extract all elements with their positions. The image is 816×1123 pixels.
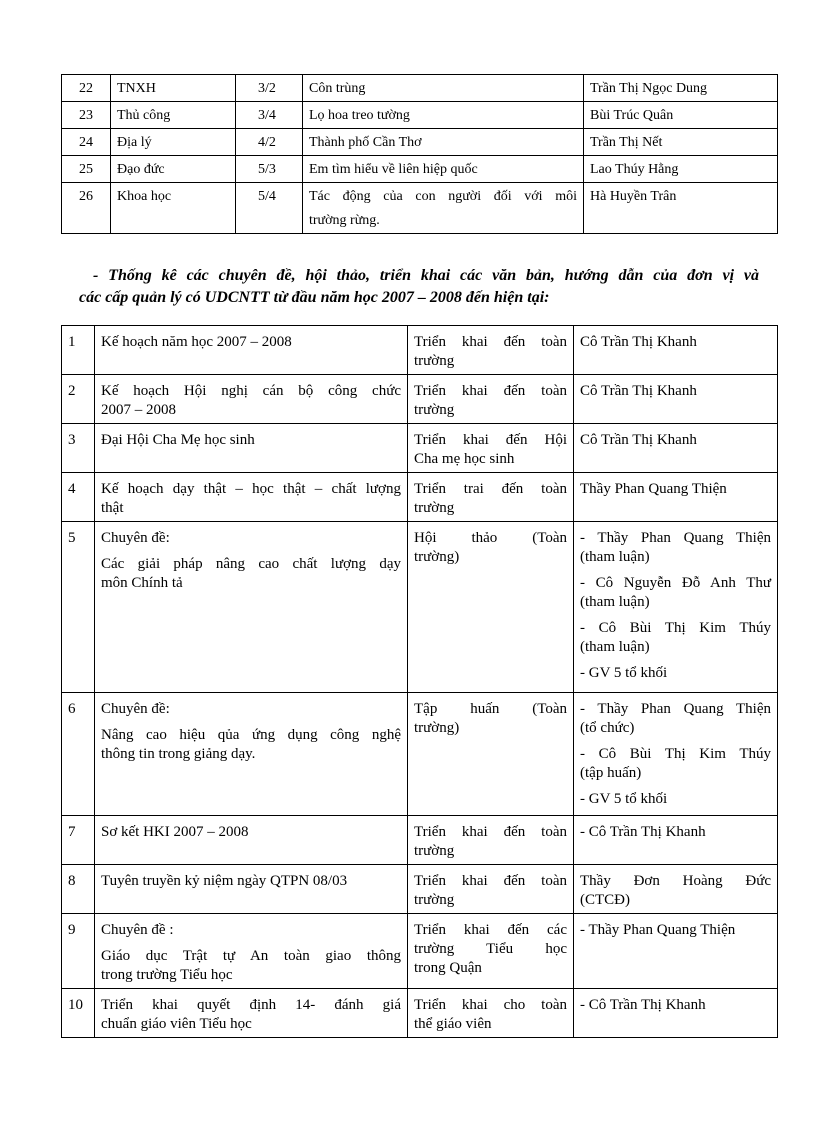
form-line: Triển khai cho toàn bbox=[414, 997, 567, 1013]
class-code-cell: 5/4 bbox=[236, 183, 303, 234]
form-cell bbox=[408, 326, 574, 375]
content-line: Kế hoạch dạy thật – học thật – chất lượng bbox=[101, 481, 401, 497]
form-cell bbox=[408, 424, 574, 473]
form-cell bbox=[408, 816, 574, 865]
content-line: Chuyên đề: bbox=[101, 701, 170, 717]
row-number: 10 bbox=[62, 989, 95, 1038]
row-number: 9 bbox=[62, 914, 95, 989]
lesson-title-cell: Côn trùng bbox=[303, 75, 584, 102]
form-line: Cha mẹ học sinh bbox=[414, 451, 515, 467]
lesson-title-line: trường rừng. bbox=[309, 213, 380, 228]
person-name: - Cô Bùi Thị Kim Thúy bbox=[580, 746, 771, 762]
content-line: Giáo dục Trật tự An toàn giao thông bbox=[101, 948, 401, 964]
form-line: Triển khai đến toàn bbox=[414, 873, 567, 889]
content-cell bbox=[95, 375, 408, 424]
form-line: Triển khai đến toàn bbox=[414, 383, 567, 399]
form-line: Triển khai đến toàn bbox=[414, 824, 567, 840]
content-cell bbox=[95, 522, 408, 693]
row-number: 4 bbox=[62, 473, 95, 522]
person-name: Thầy Đơn Hoàng Đức bbox=[580, 873, 771, 889]
form-line: Tập huấn (Toàn bbox=[414, 701, 567, 717]
class-code-cell: 3/2 bbox=[236, 75, 303, 102]
person-name: - Cô Nguyễn Đỗ Anh Thư bbox=[580, 575, 771, 591]
subject-cell: Khoa học bbox=[111, 183, 236, 234]
subject-cell: Địa lý bbox=[111, 129, 236, 156]
person-entry bbox=[580, 619, 771, 657]
form-cell bbox=[408, 914, 574, 989]
people-cell: - Cô Trần Thị Khanh bbox=[574, 989, 778, 1038]
form-line: Triển trai đến toàn bbox=[414, 481, 567, 497]
content-cell: Đại Hội Cha Mẹ học sinh bbox=[95, 424, 408, 473]
form-line: trường) bbox=[414, 720, 460, 736]
table-row bbox=[62, 522, 778, 693]
person-role: (CTCĐ) bbox=[580, 892, 630, 908]
content-line: Chuyên đề : bbox=[101, 922, 174, 938]
content-paragraph bbox=[101, 555, 401, 593]
class-code-cell: 5/3 bbox=[236, 156, 303, 183]
person-role: (tổ chức) bbox=[580, 720, 635, 736]
content-line: thật bbox=[101, 500, 124, 516]
people-cell: - Cô Trần Thị Khanh bbox=[574, 816, 778, 865]
row-number: 22 bbox=[62, 75, 111, 102]
subject-cell: TNXH bbox=[111, 75, 236, 102]
form-line: Triển khai đến Hội bbox=[414, 432, 567, 448]
table-row bbox=[62, 375, 778, 424]
row-number: 23 bbox=[62, 102, 111, 129]
content-cell: Tuyên truyền kỷ niệm ngày QTPN 08/03 bbox=[95, 865, 408, 914]
person-role: (tham luận) bbox=[580, 549, 650, 565]
form-line: Triển khai đến các bbox=[414, 922, 567, 938]
form-cell bbox=[408, 693, 574, 816]
row-number: 3 bbox=[62, 424, 95, 473]
table-row bbox=[62, 914, 778, 989]
table-row bbox=[62, 75, 778, 102]
person-entry bbox=[580, 700, 771, 738]
row-number: 5 bbox=[62, 522, 95, 693]
form-cell bbox=[408, 522, 574, 693]
lesson-title-cell: Lọ hoa treo tường bbox=[303, 102, 584, 129]
subject-lesson-table bbox=[61, 74, 778, 234]
table-row bbox=[62, 102, 778, 129]
teacher-cell: Trần Thị Nết bbox=[584, 129, 778, 156]
row-number: 7 bbox=[62, 816, 95, 865]
person-entry bbox=[580, 574, 771, 612]
form-cell bbox=[408, 865, 574, 914]
content-line: 2007 – 2008 bbox=[101, 402, 176, 418]
people-cell bbox=[574, 522, 778, 693]
table-row bbox=[62, 129, 778, 156]
content-cell bbox=[95, 473, 408, 522]
content-line: Nâng cao hiệu qủa ứng dụng công nghệ bbox=[101, 727, 401, 743]
person-role: (tham luận) bbox=[580, 594, 650, 610]
content-line: thông tin trong giảng dạy. bbox=[101, 746, 256, 762]
class-code-cell: 4/2 bbox=[236, 129, 303, 156]
content-line: chuẩn giáo viên Tiểu học bbox=[101, 1016, 252, 1032]
people-cell bbox=[574, 865, 778, 914]
person-entry bbox=[580, 664, 771, 683]
people-cell: Cô Trần Thị Khanh bbox=[574, 375, 778, 424]
subject-cell: Thủ công bbox=[111, 102, 236, 129]
row-number: 24 bbox=[62, 129, 111, 156]
table-row bbox=[62, 424, 778, 473]
teacher-cell: Bùi Trúc Quân bbox=[584, 102, 778, 129]
lesson-title-cell bbox=[303, 183, 584, 234]
content-paragraph bbox=[101, 947, 401, 985]
content-cell bbox=[95, 914, 408, 989]
content-cell: Sơ kết HKI 2007 – 2008 bbox=[95, 816, 408, 865]
form-line: trường bbox=[414, 892, 455, 908]
form-line: trường bbox=[414, 500, 455, 516]
form-line: trường bbox=[414, 843, 455, 859]
person-role: (tham luận) bbox=[580, 639, 650, 655]
form-line: trường Tiểu học bbox=[414, 941, 567, 957]
content-line: Triển khai quyết định 14- đánh giá bbox=[101, 997, 401, 1013]
lesson-title-cell: Thành phố Cần Thơ bbox=[303, 129, 584, 156]
content-cell bbox=[95, 989, 408, 1038]
subject-cell: Đạo đức bbox=[111, 156, 236, 183]
row-number: 8 bbox=[62, 865, 95, 914]
people-cell: - Thầy Phan Quang Thiện bbox=[574, 914, 778, 989]
row-number: 6 bbox=[62, 693, 95, 816]
table-row bbox=[62, 693, 778, 816]
form-line: thể giáo viên bbox=[414, 1016, 492, 1032]
row-number: 2 bbox=[62, 375, 95, 424]
person-name: - GV 5 tổ khối bbox=[580, 791, 668, 807]
people-cell: Thầy Phan Quang Thiện bbox=[574, 473, 778, 522]
teacher-cell: Lao Thúy Hằng bbox=[584, 156, 778, 183]
row-number: 26 bbox=[62, 183, 111, 234]
people-cell bbox=[574, 693, 778, 816]
content-line: môn Chính tả bbox=[101, 575, 183, 591]
person-entry bbox=[580, 529, 771, 567]
form-line: Triển khai đến toàn bbox=[414, 334, 567, 350]
table-row bbox=[62, 326, 778, 375]
form-line: trường bbox=[414, 402, 455, 418]
form-cell bbox=[408, 375, 574, 424]
heading-line: các cấp quản lý có UDCNTT từ đầu năm học 2007 – 2008 đến hiện tại: bbox=[79, 289, 550, 306]
activities-table bbox=[61, 325, 778, 1038]
content-cell bbox=[95, 693, 408, 816]
person-role: (tập huấn) bbox=[580, 765, 642, 781]
form-cell bbox=[408, 473, 574, 522]
table-row bbox=[62, 473, 778, 522]
row-number: 1 bbox=[62, 326, 95, 375]
content-paragraph bbox=[101, 726, 401, 764]
content-line: Các giải pháp nâng cao chất lượng dạy bbox=[101, 556, 401, 572]
people-cell: Cô Trần Thị Khanh bbox=[574, 424, 778, 473]
heading-line: - Thống kê các chuyên đề, hội thảo, triển khai các văn bản, hướng dẫn của đơn vị và bbox=[93, 267, 759, 284]
row-number: 25 bbox=[62, 156, 111, 183]
person-entry bbox=[580, 745, 771, 783]
form-cell bbox=[408, 989, 574, 1038]
person-name: - Thầy Phan Quang Thiện bbox=[580, 701, 771, 717]
form-line: trong Quận bbox=[414, 960, 482, 976]
person-name: - Thầy Phan Quang Thiện bbox=[580, 530, 771, 546]
table-row bbox=[62, 183, 778, 234]
form-line: Hội thảo (Toàn bbox=[414, 530, 567, 546]
lesson-title-cell: Em tìm hiểu về liên hiệp quốc bbox=[303, 156, 584, 183]
content-line: Chuyên đề: bbox=[101, 530, 170, 546]
content-cell: Kế hoạch năm học 2007 – 2008 bbox=[95, 326, 408, 375]
lesson-title-line: Tác động của con người đối với môi bbox=[309, 189, 577, 204]
form-line: trường bbox=[414, 353, 455, 369]
class-code-cell: 3/4 bbox=[236, 102, 303, 129]
person-entry bbox=[580, 790, 771, 809]
content-line: Kế hoạch Hội nghị cán bộ công chức bbox=[101, 383, 401, 399]
table-row bbox=[62, 156, 778, 183]
person-name: - GV 5 tổ khối bbox=[580, 665, 668, 681]
content-line: trong trường Tiểu học bbox=[101, 967, 233, 983]
teacher-cell: Hà Huyền Trân bbox=[584, 183, 778, 234]
section-heading bbox=[79, 265, 759, 309]
teacher-cell: Trần Thị Ngọc Dung bbox=[584, 75, 778, 102]
table-row bbox=[62, 865, 778, 914]
table-row bbox=[62, 816, 778, 865]
table-row bbox=[62, 989, 778, 1038]
person-name: - Cô Bùi Thị Kim Thúy bbox=[580, 620, 771, 636]
people-cell: Cô Trần Thị Khanh bbox=[574, 326, 778, 375]
form-line: trường) bbox=[414, 549, 460, 565]
